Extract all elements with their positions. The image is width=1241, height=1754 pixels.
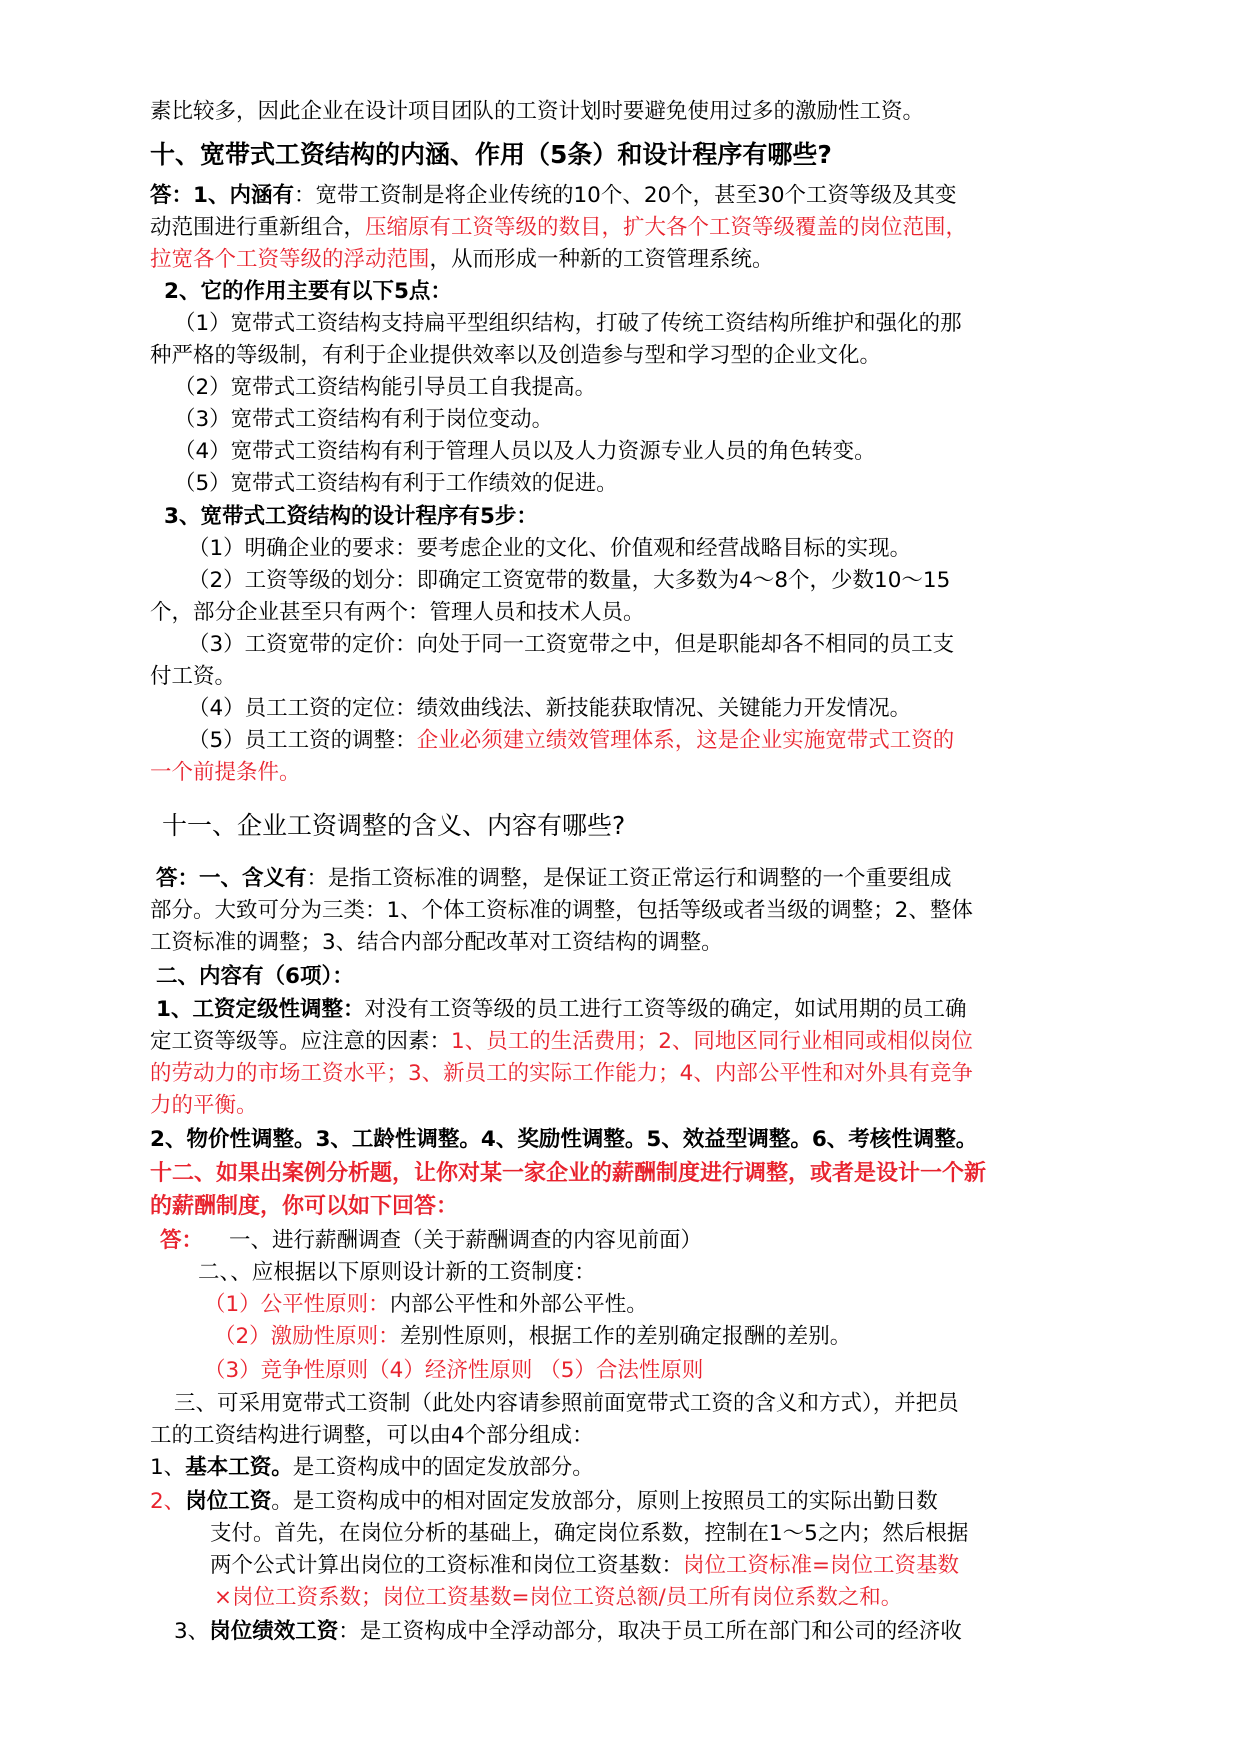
text-line: 两个公式计算出岗位的工资标准和岗位工资基数：岗位工资标准=岗位工资基数 xyxy=(210,1553,960,1578)
text-line: 动范围进行重新组合，压缩原有工资等级的数目，扩大各个工资等级覆盖的岗位范围， xyxy=(150,215,968,240)
list-item: （1）明确企业的要求：要考虑企业的文化、价值观和经营战略目标的实现。 xyxy=(188,536,912,561)
list-item: （3）竞争性原则（4）经济性原则 （5）合法性原则 xyxy=(204,1358,704,1383)
list-item: 2、岗位工资。是工资构成中的相对固定发放部分，原则上按照员工的实际出勤日数 xyxy=(150,1489,938,1514)
list-item: （3）工资宽带的定价：向处于同一工资宽带之中，但是职能却各不相同的员工支 xyxy=(188,632,955,657)
answer-line: 答：一、含义有：是指工资标准的调整，是保证工资正常运行和调整的一个重要组成 xyxy=(156,866,952,891)
text-line: ×岗位工资系数；岗位工资基数=岗位工资总额/员工所有岗位系数之和。 xyxy=(214,1585,903,1610)
text-line: 一个前提条件。 xyxy=(150,760,301,785)
text-line: 力的平衡。 xyxy=(150,1093,258,1118)
text-line: 个，部分企业甚至只有两个：管理人员和技术人员。 xyxy=(150,600,645,625)
text-line: （1）宽带式工资结构支持扁平型组织结构，打破了传统工资结构所维护和强化的那 xyxy=(174,311,962,336)
text-line: 素比较多，因此企业在设计项目团队的工资计划时要避免使用过多的激励性工资。 xyxy=(150,99,925,124)
text-line: 拉宽各个工资等级的浮动范围，从而形成一种新的工资管理系统。 xyxy=(150,247,774,272)
list-item: （3）宽带式工资结构有利于岗位变动。 xyxy=(174,407,554,432)
text-line: 二、、应根据以下原则设计新的工资制度： xyxy=(198,1260,596,1285)
text-line: 1、工资定级性调整：对没有工资等级的员工进行工资等级的确定，如试用期的员工确 xyxy=(156,997,967,1022)
text-line: 的劳动力的市场工资水平；3、新员工的实际工作能力；4、内部公平性和对外具有竞争 xyxy=(150,1061,973,1086)
text-line: 工资标准的调整；3、结合内部分配改革对工资结构的调整。 xyxy=(150,930,723,955)
text-line: 工的工资结构进行调整，可以由4个部分组成： xyxy=(150,1423,594,1448)
list-item: 3、岗位绩效工资：是工资构成中全浮动部分，取决于员工所在部门和公司的经济收 xyxy=(174,1619,962,1644)
section-heading-11: 十一、企业工资调整的含义、内容有哪些? xyxy=(162,811,626,840)
answer-line: 答： 一、进行薪酬调查（关于薪酬调查的内容见前面） xyxy=(160,1228,703,1253)
list-item: （5）宽带式工资结构有利于工作绩效的促进。 xyxy=(174,471,618,496)
section-heading-10: 十、宽带式工资结构的内涵、作用（5条）和设计程序有哪些? xyxy=(150,140,832,169)
subheading: 2、它的作用主要有以下5点： xyxy=(164,279,452,304)
text-line: 种严格的等级制，有利于企业提供效率以及创造参与型和学习型的企业文化。 xyxy=(150,343,882,368)
text-line: 三、可采用宽带式工资制（此处内容请参照前面宽带式工资的含义和方式），并把员 xyxy=(174,1391,959,1416)
answer-line: 答：1、内涵有：宽带工资制是将企业传统的10个、20个，甚至30个工资等级及其变 xyxy=(150,183,957,208)
subheading: 二、内容有（6项）： xyxy=(156,964,354,989)
text-line: 支付。首先，在岗位分析的基础上，确定岗位系数，控制在1～5之内；然后根据 xyxy=(210,1521,969,1546)
text-line: 2、物价性调整。3、工龄性调整。4、奖励性调整。5、效益型调整。6、考核性调整。 xyxy=(150,1127,978,1152)
list-item: （4）宽带式工资结构有利于管理人员以及人力资源专业人员的角色转变。 xyxy=(174,439,876,464)
section-heading-12-cont: 的薪酬制度，你可以如下回答： xyxy=(150,1194,459,1219)
list-item: （2）工资等级的划分：即确定工资宽带的数量，大多数为4～8个，少数10～15 xyxy=(188,568,951,593)
text-line: 付工资。 xyxy=(150,664,237,689)
list-item: 1、基本工资。是工资构成中的固定发放部分。 xyxy=(150,1455,594,1480)
text-line: 部分。大致可分为三类：1、个体工资标准的调整，包括等级或者当级的调整；2、整体 xyxy=(150,898,973,923)
list-item: （2）宽带式工资结构能引导员工自我提高。 xyxy=(174,375,597,400)
list-item: （4）员工工资的定位：绩效曲线法、新技能获取情况、关键能力开发情况。 xyxy=(188,696,912,721)
list-item: （5）员工工资的调整：企业必须建立绩效管理体系，这是企业实施宽带式工资的 xyxy=(188,728,955,753)
list-item: （2）激励性原则：差别性原则，根据工作的差别确定报酬的差别。 xyxy=(214,1324,852,1349)
list-item: （1）公平性原则：内部公平性和外部公平性。 xyxy=(204,1292,648,1317)
subheading: 3、宽带式工资结构的设计程序有5步： xyxy=(164,504,538,529)
text-line: 定工资等级等。应注意的因素：1、员工的生活费用；2、同地区同行业相同或相似岗位 xyxy=(150,1029,973,1054)
section-heading-12: 十二、如果出案例分析题，让你对某一家企业的薪酬制度进行调整，或者是设计一个新 xyxy=(150,1161,987,1186)
